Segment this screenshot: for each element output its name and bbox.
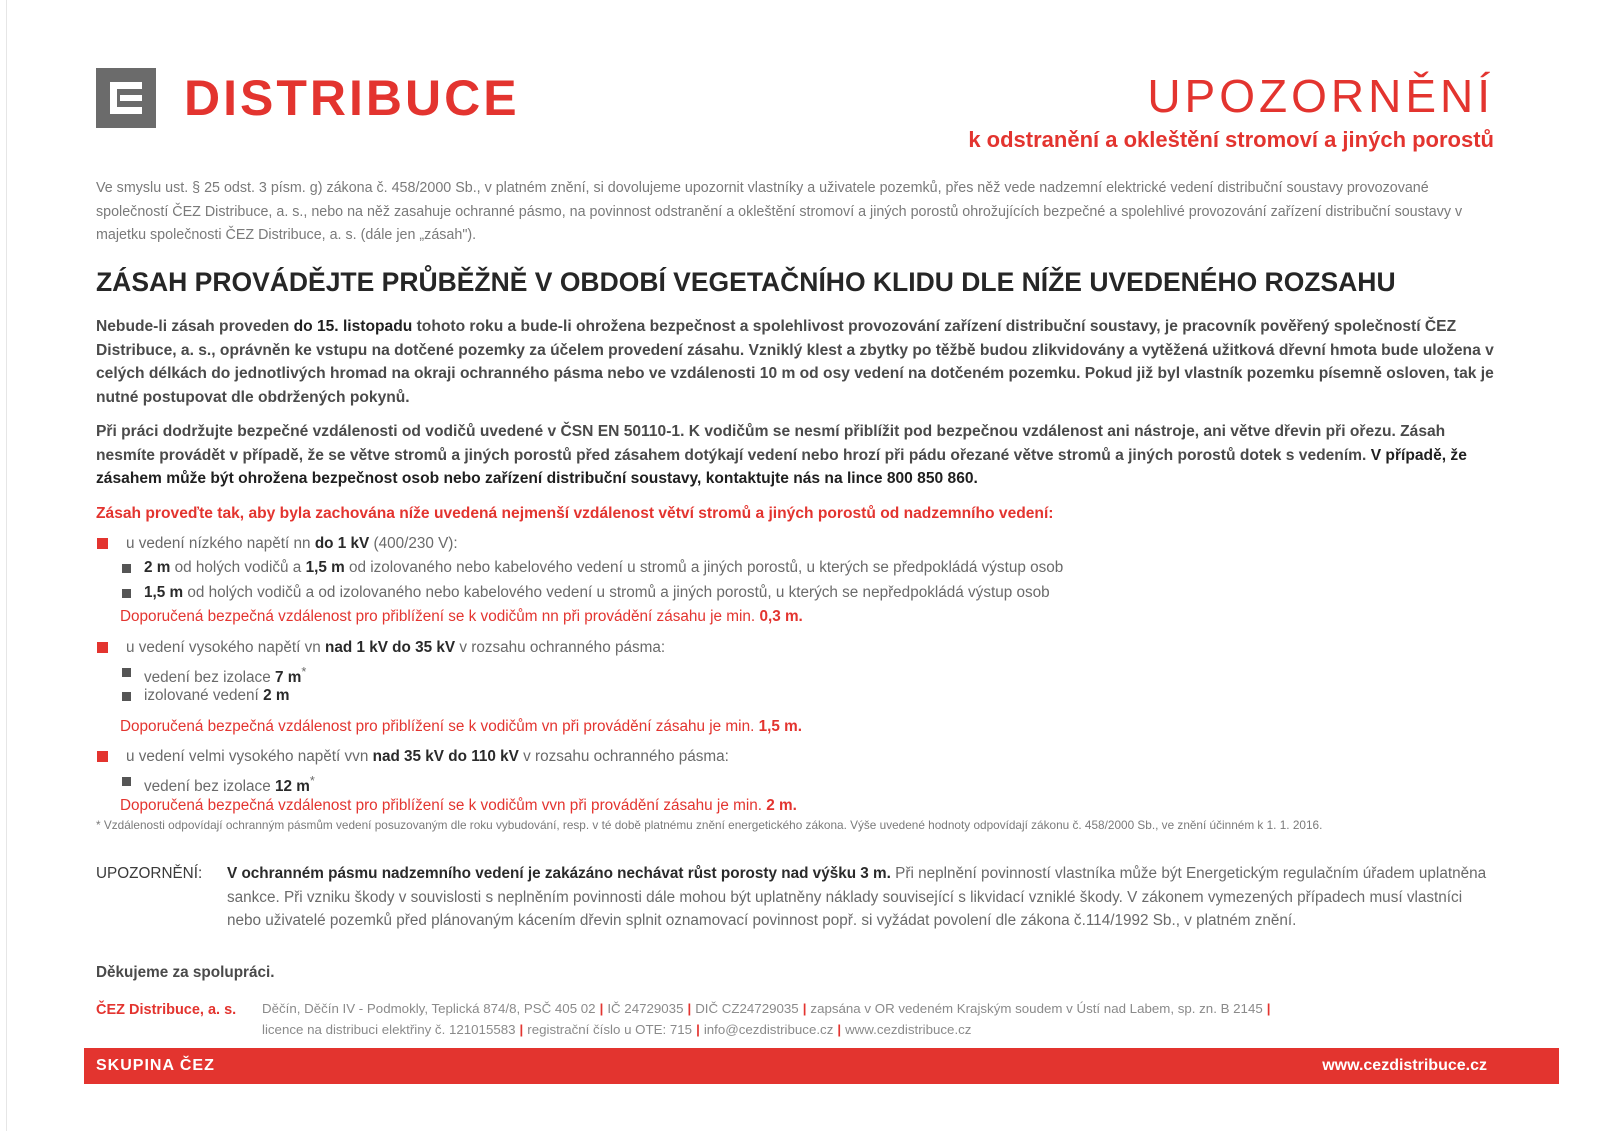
gray-square-bullet-icon: [122, 668, 131, 677]
separator: |: [837, 1022, 842, 1037]
tier-nn-item-1-text: od holých vodičů a: [170, 559, 306, 576]
deadline-paragraph: [96, 315, 1506, 409]
separator: |: [1266, 1001, 1271, 1016]
tier-nn-item: [96, 581, 1496, 606]
tier-vvn-item: [96, 769, 1496, 794]
tier-vvn: [96, 745, 1496, 818]
header: [96, 68, 1494, 158]
scan-edge: [6, 0, 7, 1131]
company-licence: licence na distribuci elektřiny č. 121015583: [262, 1022, 516, 1037]
tier-vn-rec-text: Doporučená bezpečná vzdálenost pro přiblížení se k vodičům vn při provádění zásahu je min.: [120, 717, 759, 735]
warning-text: [227, 862, 1496, 933]
separator: |: [696, 1022, 700, 1037]
tier-vn-item-1-value: 7 m: [274, 668, 302, 686]
footer-bar: [84, 1048, 1559, 1084]
tier-nn-recommendation: [96, 605, 1496, 630]
tier-vvn-item-1-text: vedení bez izolace: [144, 778, 275, 796]
company-web-link[interactable]: www.cezdistribuce.cz: [845, 1022, 972, 1037]
footnote: * Vzdálenosti odpovídají ochranným pásmům vedení posuzovaným dle roku vybudování, resp. v té době platnému znění energetického zákona. Výše uvedené hodnoty odpovídají zákonu č. 458/2000 Sb., ve znění účinném k 1. 1. 2016.: [96, 818, 1323, 832]
separator: |: [687, 1001, 692, 1016]
tier-vn-item-2-text: izolované vedení: [144, 687, 264, 704]
brand-name: DISTRIBUCE: [184, 70, 520, 126]
page-title: UPOZORNĚNÍ: [1147, 70, 1494, 122]
deadline-text-2: tohoto roku a bude-li ohrožena bezpečnost a spolehlivost provozování zařízení distribuční soustavy, je pracovník pověřený společností ČEZ Distribuce, a. s., oprávněn ke vstupu na dotčené pozemky za účelem provedení zásahu. Vzniklý klest a zbytky po těžbě budou zlikvidovány a vytěžená užitková dřevní hmota bude uložena v celých délkách do jednotlivých hromad na okraji ochranného pásma nebo ve vzdálenosti 10 m od osy vedení na dotčeném pozemku. Pokud již byl vlastník pozemku písemně osloven, tak je nutné postupovat dle obdržených pokynů.: [96, 318, 1494, 406]
tier-vvn-recommendation: [96, 794, 1496, 819]
tier-nn-item-2-text: od holých vodičů a od izolovaného nebo kabelového vedení u stromů a jiných porostů, u kterých se nepředpokládá výstup osob: [183, 583, 1050, 601]
tier-vn-item-1-text: vedení bez izolace: [144, 668, 275, 686]
tier-nn-title: [96, 532, 1496, 556]
company-line-1: [262, 998, 1496, 1019]
distance-list: [96, 532, 1496, 818]
deadline-date: do 15. listopadu: [293, 318, 413, 335]
main-heading: ZÁSAH PROVÁDĚJTE PRŮBĚŽNĚ V OBDOBÍ VEGETAČNÍHO KLIDU DLE NÍŽE UVEDENÉHO ROZSAHU: [96, 267, 1396, 297]
company-email-link[interactable]: info@cezdistribuce.cz: [703, 1022, 834, 1037]
tier-nn-rec-value: 0,3 m.: [759, 608, 803, 625]
warning-body: Při neplnění povinností vlastníka může být Energetickým regulačním úřadem uplatněna sankce. Při vzniku škody v souvislosti s neplněním povinnosti dále mohou být uplatněny náklady související s likvidací vzniklé škody. V zákonem vymezených případech musí vlastníci nebo uživatelé pozemků před plánovaným kácením dřevin splnit oznamovací povinnost popř. si vyžádat povolení dle zákona č.114/1992 Sb., v platném znění.: [227, 865, 1487, 929]
company-ic: IČ 24729035: [607, 1001, 684, 1016]
tier-vvn-item-1-value: 12 m: [274, 778, 310, 796]
tier-vn-pre: u vedení vysokého napětí vn: [126, 638, 325, 656]
company-name: ČEZ Distribuce, a. s.: [96, 1002, 237, 1018]
tier-vn-item: [96, 660, 1496, 685]
intro-paragraph: Ve smyslu ust. § 25 odst. 3 písm. g) zákona č. 458/2000 Sb., v platném znění, si dovolujeme upozornit vlastníky a uživatele pozemků, přes něž vede nadzemní elektrické vedení distribuční soustavy provozované společností ČEZ Distribuce, a. s., nebo na něž zasahuje ochranné pásmo, na povinnost odstranění a okleštění stromoví a jiných porostů ohrožujících bezpečné a spolehlivé provozování zařízení distribuční soustavy v majetku společnosti ČEZ Distribuce, a. s. (dále jen „zásah").: [96, 180, 1463, 243]
tier-vn-item-2-value: 2 m: [263, 687, 290, 704]
company-address: Děčín, Děčín IV - Podmokly, Teplická 874/8, PSČ 405 02: [262, 1001, 596, 1016]
company-info: [96, 998, 1496, 1040]
gray-square-bullet-icon: [122, 589, 131, 598]
warning-bold: V ochranném pásmu nadzemního vedení je zakázáno nechávat růst porosty nad výšku 3 m.: [227, 865, 891, 882]
tier-vvn-rec-text: Doporučená bezpečná vzdálenost pro přiblížení se k vodičům vvn při provádění zásahu je min.: [120, 796, 767, 814]
tier-vn: [96, 636, 1496, 740]
tier-vn-title: [96, 636, 1496, 660]
separator: |: [599, 1001, 604, 1016]
tier-vn-voltage: nad 1 kV do 35 kV: [325, 638, 456, 656]
gray-square-bullet-icon: [122, 777, 131, 786]
page-subtitle: k odstranění a okleštění stromoví a jiných porostů: [968, 127, 1494, 152]
footer-group-name: SKUPINA ČEZ: [96, 1057, 215, 1074]
tier-nn-post: (400/230 V):: [369, 535, 458, 552]
warning-label: UPOZORNĚNÍ:: [96, 865, 203, 882]
tier-nn-item-1-text-2: od izolovaného nebo kabelového vedení u stromů a jiných porostů, u kterých se předpokládá výstup osob: [344, 559, 1064, 576]
separator: |: [519, 1022, 524, 1037]
tier-vn-post: v rozsahu ochranného pásma:: [455, 638, 666, 656]
tier-vvn-post: v rozsahu ochranného pásma:: [518, 748, 729, 765]
red-square-bullet-icon: [97, 538, 108, 549]
tier-vvn-rec-value: 2 m.: [766, 796, 797, 814]
tier-nn-rec-text: Doporučená bezpečná vzdálenost pro přiblížení se k vodičům nn při provádění zásahu je min.: [120, 608, 760, 625]
company-ote: registrační číslo u OTE: 715: [527, 1022, 693, 1037]
tier-nn-item-2-value: 1,5 m: [144, 583, 184, 601]
tier-nn: [96, 532, 1496, 630]
footnote-mark: *: [309, 773, 315, 788]
tier-vvn-voltage: nad 35 kV do 110 kV: [372, 748, 519, 765]
company-details: [262, 998, 1496, 1040]
tier-vvn-title: [96, 745, 1496, 769]
company-register: zapsána v OR vedeném Krajským soudem v Ústí nad Labem, sp. zn. B 2145: [810, 1001, 1263, 1016]
red-square-bullet-icon: [97, 642, 108, 653]
footer-website-link[interactable]: www.cezdistribuce.cz: [1322, 1057, 1487, 1074]
separator: |: [802, 1001, 807, 1016]
red-square-bullet-icon: [97, 751, 108, 762]
deadline-text-1: Nebude-li zásah proveden: [96, 318, 294, 335]
gray-square-bullet-icon: [122, 564, 131, 573]
gray-square-bullet-icon: [122, 692, 131, 701]
warning-block: [96, 862, 1496, 933]
tier-vn-recommendation: [96, 715, 1496, 740]
company-dic: DIČ CZ24729035: [695, 1001, 799, 1016]
tier-vn-item: [96, 684, 1496, 709]
tier-vvn-pre: u vedení velmi vysokého napětí vvn: [126, 748, 373, 765]
tier-nn-voltage: do 1 kV: [314, 535, 370, 552]
thanks: Děkujeme za spolupráci.: [96, 964, 275, 981]
distance-heading: Zásah proveďte tak, aby byla zachována níže uvedená nejmenší vzdálenost větví stromů a jiných porostů od nadzemního vedení:: [96, 505, 1054, 522]
tier-nn-item-1-value: 2 m: [144, 559, 171, 576]
tier-nn-pre: u vedení nízkého napětí nn: [126, 535, 315, 552]
cez-logo-icon: [96, 68, 156, 128]
safety-text: Při práci dodržujte bezpečné vzdálenosti od vodičů uvedené v ČSN EN 50110-1. K vodičům se nesmí přiblížit pod bezpečnou vzdálenost ani nástroje, ani větve dřevin při ořezu. Zásah nesmíte provádět v případě, že se větve stromů a jiných porostů před zásahem dotýkají vedení nebo hrozí při pádu ořezané větve stromů a jiných porostů dotek s vedením.: [96, 423, 1446, 464]
footnote-mark: *: [301, 663, 307, 679]
tier-nn-item: [96, 556, 1496, 581]
tier-vn-rec-value: 1,5 m.: [758, 717, 802, 735]
company-line-2: [262, 1019, 1496, 1040]
safety-paragraph: [96, 420, 1506, 491]
tier-nn-item-1-value-2: 1,5 m: [305, 559, 345, 576]
safety-contact: V případě, že zásahem může být ohrožena bezpečnost osob nebo zařízení distribuční soustavy, kontaktujte nás na lince 800 850 860.: [96, 446, 1467, 487]
